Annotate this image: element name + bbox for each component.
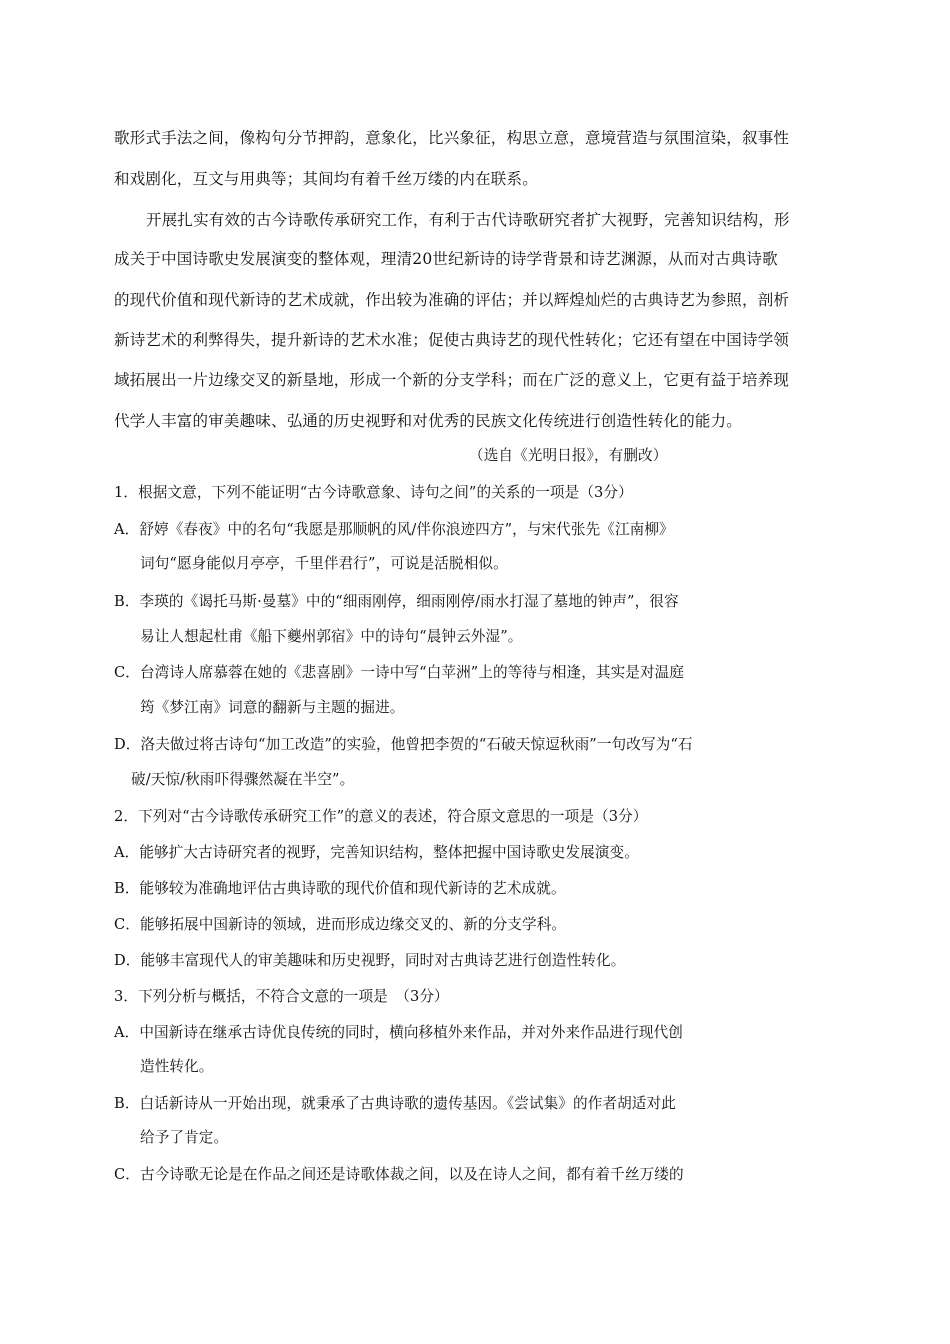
option-a: A．能够扩大古诗研究者的视野，完善知识结构，整体把握中国诗歌史发展演变。 [114, 844, 639, 861]
source-citation: （选自《光明日报》，有删改） [469, 447, 668, 464]
option-a-cont: 词句“愿身能似月亭亭，千里伴君行”，可说是活脱相似。 [140, 555, 508, 572]
passage-line: 代学人丰富的审美趣味、弘通的历史视野和对优秀的民族文化传统进行创造性转化的能力。 [114, 412, 743, 430]
option-b: B．李瑛的《谒托马斯·曼墓》中的“细雨刚停，细雨刚停/雨水打湿了墓地的钟声”，很容 [114, 593, 679, 610]
passage-line: 开展扎实有效的古今诗歌传承研究工作，有利于古代诗歌研究者扩大视野，完善知识结构，形 [146, 211, 790, 229]
option-d-cont: 破/天惊/秋雨吓得骤然凝在半空”。 [131, 771, 355, 788]
option-b: B．白话新诗从一开始出现，就秉承了古典诗歌的遗传基因。《尝试集》的作者胡适对此 [114, 1095, 676, 1112]
option-d: D．洛夫做过将古诗句“加工改造”的实验，他曾把李贺的“石破天惊逗秋雨”一句改写为“石 [114, 736, 693, 753]
question-stem: 3．下列分析与概括，不符合文意的一项是 （3分） [114, 988, 449, 1005]
option-b-cont: 给予了肯定。 [140, 1129, 229, 1146]
passage-line: 歌形式手法之间，像构句分节押韵，意象化，比兴象征，构思立意，意境营造与氛围渲染，叙事性 [114, 129, 790, 147]
option-d: D．能够丰富现代人的审美趣味和历史视野，同时对古典诗艺进行创造性转化。 [114, 952, 626, 969]
option-c: C．古今诗歌无论是在作品之间还是诗歌体裁之间，以及在诗人之间，都有着千丝万缕的 [114, 1166, 684, 1183]
option-b-cont: 易让人想起杜甫《船下夔州郭宿》中的诗句“晨钟云外湿”。 [140, 628, 523, 645]
option-c: C．能够拓展中国新诗的领域，进而形成边缘交叉的、新的分支学科。 [114, 916, 567, 933]
passage-line: 的现代价值和现代新诗的艺术成就，作出较为准确的评估；并以辉煌灿烂的古典诗艺为参照，剖析 [114, 291, 790, 309]
option-c-cont: 筠《梦江南》词意的翻新与主题的掘进。 [140, 699, 405, 716]
option-c: C．台湾诗人席慕蓉在她的《悲喜剧》一诗中写“白苹洲”上的等待与相逢，其实是对温庭 [114, 664, 685, 681]
passage-line: 成关于中国诗歌史发展演变的整体观，理清20世纪新诗的诗学背景和诗艺渊源，从而对古典诗歌 [114, 250, 778, 268]
option-a: A．舒婷《春夜》中的名句“我愿是那顺帆的风/伴你浪迹四方”，与宋代张先《江南柳》 [114, 521, 674, 538]
passage-line: 和戏剧化，互文与用典等；其间均有着千丝万缕的内在联系。 [114, 170, 538, 188]
question-stem: 1．根据文意，下列不能证明“古今诗歌意象、诗句之间”的关系的一项是（3分） [114, 484, 633, 501]
passage-line: 域拓展出一片边缘交叉的新垦地，形成一个新的分支学科；而在广泛的意义上，它更有益于培养现 [114, 371, 790, 389]
passage-line: 新诗艺术的利弊得失，提升新诗的艺术水准；促使古典诗艺的现代性转化；它还有望在中国诗学领 [114, 331, 790, 349]
option-a-cont: 造性转化。 [140, 1058, 214, 1075]
option-b: B．能够较为准确地评估古典诗歌的现代价值和现代新诗的艺术成就。 [114, 880, 566, 897]
question-stem: 2．下列对“古今诗歌传承研究工作”的意义的表述，符合原文意思的一项是（3分） [114, 808, 648, 825]
option-a: A．中国新诗在继承古诗优良传统的同时，横向移植外来作品，并对外来作品进行现代创 [114, 1024, 684, 1041]
